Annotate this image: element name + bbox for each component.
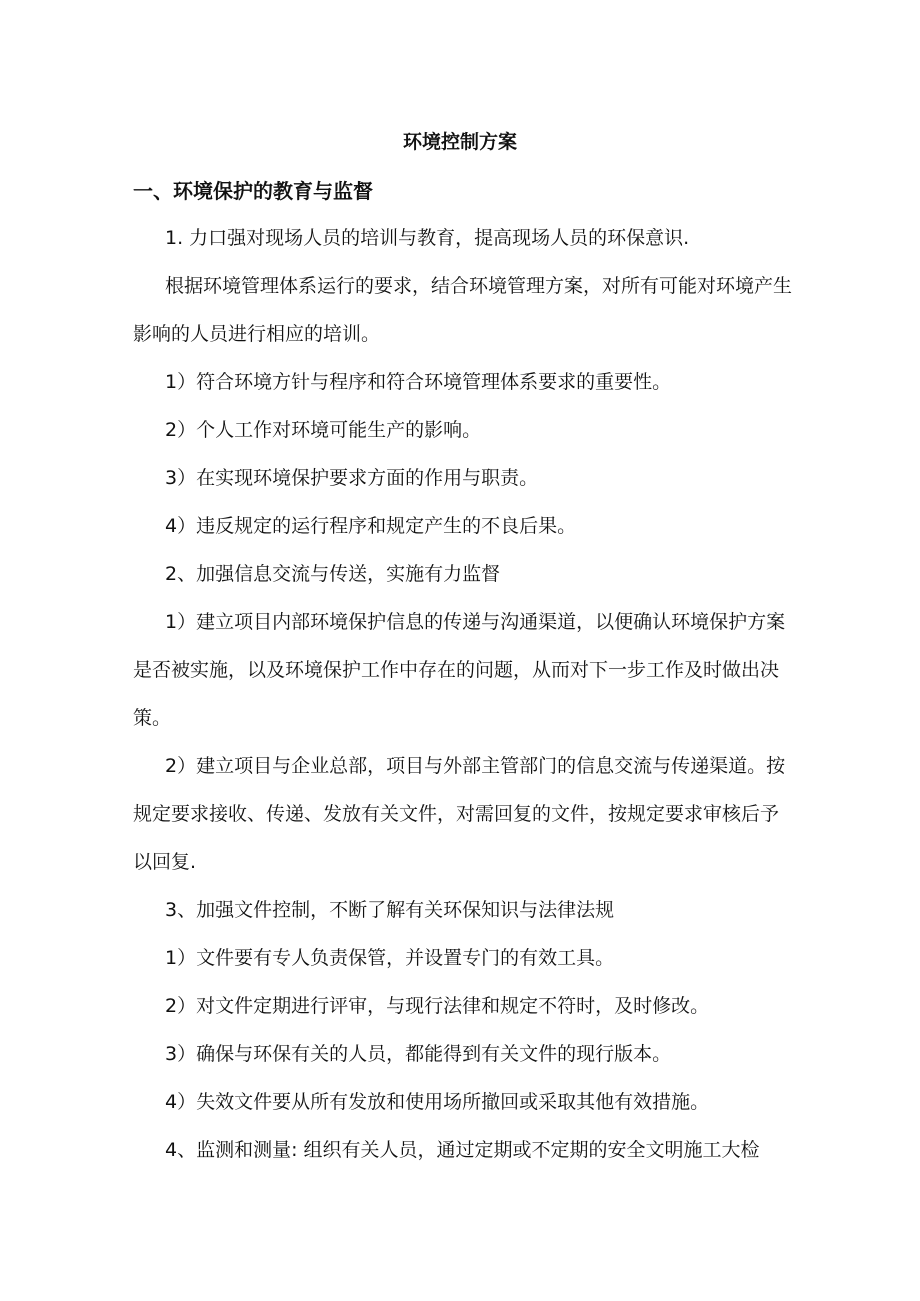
paragraph-1: 1. 力口强对现场人员的培训与教育，提高现场人员的环保意识. bbox=[165, 227, 690, 249]
list-item: 1）建立项目内部环境保护信息的传递与沟通渠道，以便确认环境保护方案是否被实施，以及环境保护工作中存在的问题，从而对下一步工作及时做出决策。 bbox=[133, 611, 786, 729]
list-item: 1）符合环境方针与程序和符合环境管理体系要求的重要性。 bbox=[165, 371, 672, 393]
list-item: 1）文件要有专人负责保管，并设置专门的有效工具。 bbox=[165, 947, 615, 969]
list-item: 2）对文件定期进行评审，与现行法律和规定不符时，及时修改。 bbox=[165, 995, 710, 1017]
list-item: 3）确保与环保有关的人员，都能得到有关文件的现行版本。 bbox=[165, 1043, 672, 1065]
section-heading: 一、环境保护的教育与监督 bbox=[133, 179, 373, 203]
paragraph-2: 根据环境管理体系运行的要求，结合环境管理方案，对所有可能对环境产生影响的人员进行相应的培训。 bbox=[133, 275, 793, 345]
list-item: 4）失效文件要从所有发放和使用场所撤回或采取其他有效措施。 bbox=[165, 1091, 710, 1113]
list-item: 3）在实现环境保护要求方面的作用与职责。 bbox=[165, 467, 539, 489]
subsection-heading: 2、加强信息交流与传送，实施有力监督 bbox=[165, 563, 501, 585]
page-title: 环境控制方案 bbox=[402, 131, 517, 153]
list-item: 2）个人工作对环境可能生产的影响。 bbox=[165, 419, 482, 441]
list-item: 2）建立项目与企业总部，项目与外部主管部门的信息交流与传递渠道。按规定要求接收、传递、发放有关文件，对需回复的文件，按规定要求审核后予以回复. bbox=[133, 755, 786, 873]
subsection-heading: 3、加强文件控制，不断了解有关环保知识与法律法规 bbox=[165, 899, 615, 921]
list-item: 4）违反规定的运行程序和规定产生的不良后果。 bbox=[165, 515, 577, 537]
subsection-heading: 4、监测和测量: 组织有关人员，通过定期或不定期的安全文明施工大检 bbox=[165, 1139, 760, 1161]
